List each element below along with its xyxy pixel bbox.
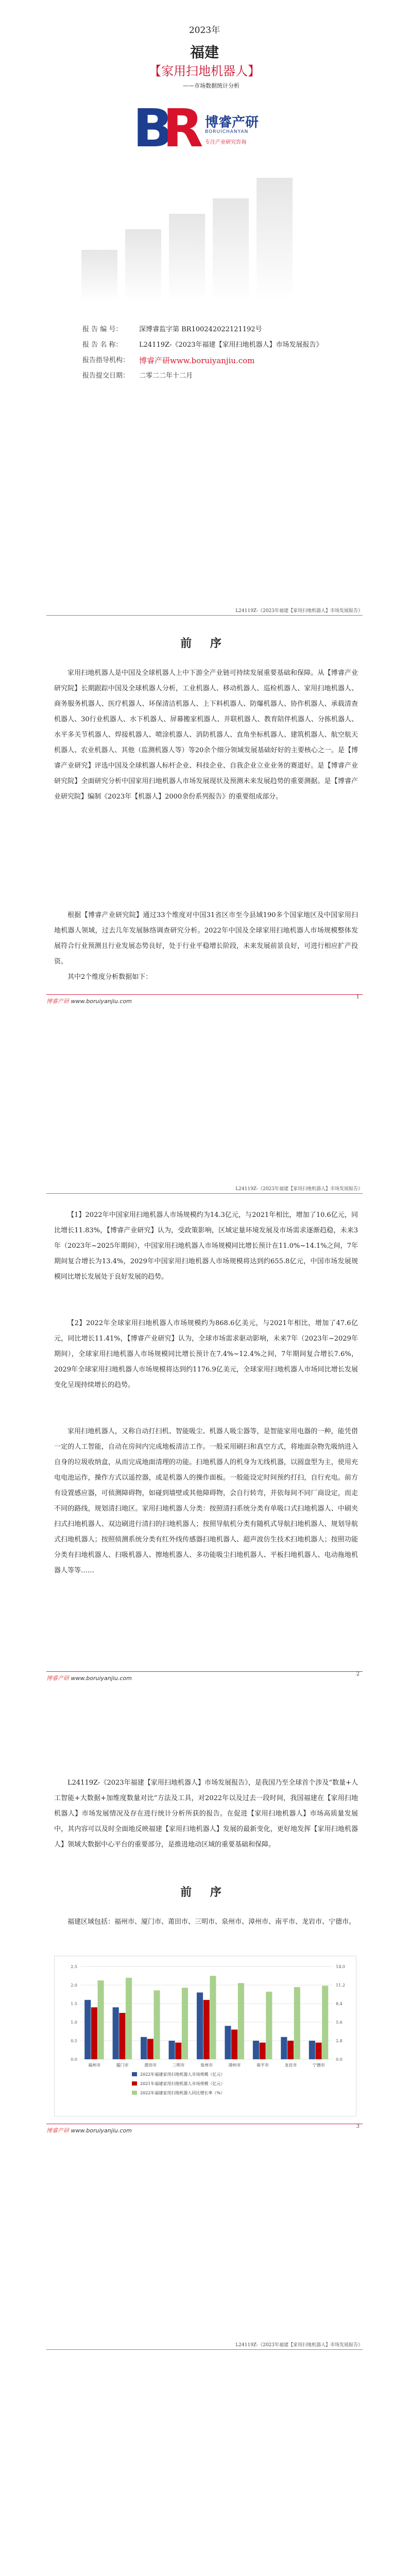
- chart-bar: [287, 2041, 294, 2059]
- chart-bar: [119, 2013, 125, 2059]
- x-tick-label: 三明市: [172, 2063, 185, 2067]
- meta-row-org: [82, 353, 340, 368]
- market-paragraph: 【1】2022年中国家用扫地机器人市场规模约为14.3亿元，与2021年相比，增加了10.6亿元，同比增长11.83%，【博睿产业研究】认为，受政策影响，区域定量环境发展及市场需求逐渐趋稳，未来3年（2023年~2025年期间），中国家用扫地机器人市场规模同比增长预计在11.0%~14.1%之间，7年期间复合增长为13.4%，2029年中国家用扫地机器人市场规模将达到约655.8亿元，中国市场发展规模同比增长发展处于良好发展的趋势。: [54, 1211, 358, 1281]
- page-number: 3: [356, 2124, 360, 2129]
- chart-bar: [91, 2007, 97, 2059]
- chart-bar: [203, 2000, 210, 2059]
- chart-bar: [84, 2000, 91, 2059]
- logo-letter-b: B: [133, 98, 173, 159]
- chart-bar: [210, 1976, 216, 2059]
- page-header: L24119Z-《2023年福建【家用扫地机器人】市场发展报告》: [46, 1185, 363, 1194]
- footer-brand: 博睿产研: [46, 998, 69, 1005]
- x-tick-label: 宁德市: [312, 2063, 325, 2067]
- toc-page: [0, 2312, 409, 2576]
- legend-label: 2021年福建家用扫地机器人市场规模（亿元）: [140, 2081, 225, 2086]
- y-tick-label: 1.5: [71, 2002, 77, 2006]
- preface-heading: 前 序: [180, 637, 229, 650]
- cover-subtitle: ——市场数据统计分析: [183, 82, 240, 89]
- footer-url[interactable]: www.boruiyanjiu.com: [71, 1675, 132, 1682]
- cover-title: 【家用扫地机器人】: [149, 64, 260, 78]
- chart-bar: [175, 2043, 181, 2059]
- chart-bar: [113, 2007, 119, 2059]
- chart-bar: [231, 2029, 237, 2059]
- cover-page: [0, 0, 409, 578]
- chart-bar: [98, 1980, 104, 2059]
- region-bar-chart: [55, 1956, 356, 2116]
- footer-url[interactable]: www.boruiyanjiu.com: [71, 998, 132, 1005]
- footer-url[interactable]: www.boruiyanjiu.com: [71, 2127, 132, 2134]
- chart-bar: [315, 2043, 321, 2059]
- region-chart: [54, 1956, 356, 2116]
- legend-label: 2022年福建家用扫地机器人市场规模（亿元）: [140, 2072, 225, 2077]
- chart-bar: [309, 2041, 315, 2059]
- y-tick-label: 0.0: [71, 2057, 77, 2062]
- x-tick-label: 漳州市: [228, 2063, 241, 2067]
- footer-brand: 博睿产研: [46, 2127, 69, 2134]
- chart-bar: [260, 2043, 266, 2059]
- x-tick-label: 泉州市: [200, 2063, 213, 2067]
- chart-bar: [169, 2041, 175, 2059]
- preface-heading: 前 序: [180, 1886, 229, 1899]
- legend-swatch: [132, 2091, 137, 2095]
- report-intro-paragraph: L24119Z-《2023年福建【家用扫地机器人】市场发展报告》，是我国乃至全球首个涉及“数量+人工智能+大数据+加维度数量对比”方法及工具，对2022年以及过去一段时间，我国福建在【家用扫地机器人】市场发展情况及存在进行统计分析所获的报告。在促进【家用扫地机器人】市场高质量发展中，其内容可以及时全面地反映福建【家用扫地机器人】发展的最新变化，更好地发挥【家用扫地机器人】领域大数据中心平台的重要部分，是推进地动区域的重要基础和保障。: [54, 1779, 358, 1849]
- y2-tick-label: 11.2: [336, 1983, 345, 1988]
- chart-bar: [225, 2026, 231, 2059]
- region-paragraph: 福建区域包括：福州市、厦门市、莆田市、三明市、泉州市、漳州市、南平市、龙岩市、宁德市。: [67, 1918, 356, 1926]
- page-header: L24119Z-《2023年福建【家用扫地机器人】市场发展报告》: [46, 2341, 363, 2350]
- page-header: L24119Z-《2023年福建【家用扫地机器人】市场发展报告》: [46, 607, 363, 616]
- chart-bar: [141, 2037, 147, 2059]
- meta-value: 深博睿监字第 BR100242022121192号: [139, 326, 262, 333]
- footer-brand: 博睿产研: [46, 1675, 69, 1682]
- market-paragraph: 【2】2022年全球家用扫地机器人市场规模约为868.6亿美元，与2021年相比，增加了47.6亿元，同比增长11.41%，【博睿产业研究】认为，全球市场需求驱动影响，未来7年（2023年~2029年期间），全球家用扫地机器人市场规模同比增长预计在7.4%~12.4%之间，7年期间复合增长7.6%，2029年全球家用扫地机器人市场规模将达到约1176.9亿美元，全球家用扫地机器人市场同比增长发展变化呈现持续增长的趋势。: [54, 1319, 358, 1389]
- y-tick-label: 0.5: [71, 2039, 77, 2043]
- x-tick-label: 龙岩市: [284, 2063, 297, 2067]
- meta-key: 报 告 编 号：: [82, 326, 123, 333]
- definition-paragraph: 家用扫地机器人，又称自动打扫机、智能吸尘、机器人吸尘器等，是智能家用电器的一种，能凭借一定的人工智能，自动在房间内完成地板清洁工作。一般采用刷扫和真空方式，将地面杂物先吸纳进入自身的垃圾收纳盒，从而完成地面清理的功能。扫地机器人的机身为无线机器，以圆盘型为主，使用充电电池运作，操作方式以遥控器，或是机器人的操作面板。一般能设定时间预约打扫，自行充电。前方有设置感应器，可侦测障碍物，如碰到墙壁或其他障碍物，会自行转弯，并依每间不同厂商设定，而走不同的路线，规划清扫地区。家用扫地机器人分类：按照清扫系统分类有单吸口式扫地机器人、中刷夹扫式扫地机器人、双边刷进行清扫的扫地机器人；按照导航机分类有随机式导航扫地机器人、规划导航式扫地机器人；按照侦测系统分类有红外线传感器扫地机器人、超声波仿生技术扫地机器人；按照功能分类有扫地机器人、扫吸机器人、擦地机器人、多功能吸尘扫地机器人、平板扫地机器人、电动拖地机器人等等……: [54, 1428, 358, 1574]
- legend-swatch: [132, 2072, 137, 2076]
- x-tick-label: 莆田市: [144, 2063, 157, 2067]
- cover-region: 福建: [190, 44, 219, 61]
- y2-tick-label: 5.6: [336, 2020, 343, 2025]
- content-page: [0, 1156, 409, 1734]
- chart-bar: [182, 1988, 188, 2059]
- logo-letter-r: R: [163, 98, 203, 159]
- chart-bar: [253, 2041, 259, 2059]
- logo-english-name: BORUICHANYAN: [205, 129, 249, 134]
- y-tick-label: 2.5: [71, 1964, 77, 1969]
- meta-key: 报告提交日期：: [82, 372, 130, 380]
- meta-value: 二零二二年十二月: [139, 372, 193, 380]
- meta-value: L24119Z-《2023年福建【家用扫地机器人】市场发展报告》: [139, 341, 323, 349]
- meta-key: 报告指导机构：: [82, 357, 130, 364]
- meta-row-name: [82, 337, 340, 353]
- page-number: 2: [356, 1671, 360, 1677]
- meta-row-date: [82, 368, 340, 384]
- cover-decorative-bars: [76, 173, 334, 301]
- x-tick-label: 福州市: [88, 2063, 101, 2067]
- y2-tick-label: 0.0: [336, 2057, 343, 2062]
- chart-bar: [154, 1990, 160, 2059]
- page-footer: [46, 1671, 363, 1682]
- y2-tick-label: 14.0: [336, 1964, 345, 1969]
- chart-bar: [281, 2037, 287, 2059]
- chart-bar: [294, 1987, 300, 2059]
- x-tick-label: 南平市: [256, 2063, 269, 2067]
- chart-bar: [147, 2039, 154, 2059]
- x-tick-label: 厦门市: [116, 2063, 129, 2067]
- page-footer: [46, 994, 363, 1005]
- preface-page: [0, 578, 409, 1156]
- chart-bar: [126, 1978, 132, 2059]
- y2-tick-label: 2.8: [336, 2039, 343, 2043]
- y2-tick-label: 8.4: [336, 2002, 343, 2006]
- report-meta: [82, 322, 340, 384]
- legend-swatch: [132, 2081, 137, 2086]
- logo-chinese-name: 博睿产研: [205, 115, 259, 130]
- legend-label: 2022年福建家用扫地机器人同比增长率（%）: [140, 2091, 225, 2095]
- preface-paragraph: 家用扫地机器人是中国及全球机器人上中下游全产业链可持续发展重要基础和保障。从【博睿产业研究院】长期跟踪中国及全球机器人分析，工业机器人、移动机器人、巡检机器人、家用扫地机器人、商务服务机器人、医疗机器人、环保清洁机器人、上下料机器人、防爆机器人、协作机器人、承载清查机器人、30行业机器人、水下机器人、屏幕搬家机器人、并联机器人、教育陪伴机器人、分拣机器人、水平多关节机器人、焊接机器人、喷涂机器人、消防机器人、直角坐标机器人、建筑机器人、航空航天机器人、农业机器人、其他（监测机器人等）等20余个细分领域发展基础好好的主要核心之一。是【博睿产业研究】评选中国及全球机器人标杆企业、科技企业、自我企业立业业务的赛道好。是【博睿产业研究院】全面研究分析中国家用扫地机器人市场发展现状及预测未来发展趋势的重要测据。是【博睿产业研究院】编制《2023年【机器人】2000余份系列报告》的重要组成部分。: [54, 669, 358, 801]
- brand-logo: [133, 100, 287, 162]
- y-tick-label: 1.0: [71, 2020, 77, 2025]
- meta-value-link[interactable]: 博睿产研www.boruiyanjiu.com: [139, 356, 255, 365]
- content-page: [0, 1734, 409, 2312]
- page-footer: [46, 2124, 363, 2134]
- meta-key: 报 告 名 称：: [82, 341, 123, 349]
- chart-bar: [322, 1986, 328, 2059]
- preface-paragraph: 其中2个维度分析数据如下：: [67, 973, 152, 981]
- y-tick-label: 2.0: [71, 1983, 77, 1988]
- preface-paragraph: 根据【博睿产业研究院】通过33个维度对中国31省区市至今县域190多个国家地区及中国家用扫地机器人领域，过去几年发展脉络调查研究分析。2022年中国及全球家用扫地机器人市场规模整体发展符合行业预测且行业发展态势良好，处于行业平稳增长阶段，未来发展前景良好，可进行相应扩产投资。: [54, 911, 358, 965]
- logo-slogan: 专注产业研究咨询: [205, 140, 246, 145]
- chart-bar: [266, 1992, 272, 2059]
- chart-bar: [238, 1983, 244, 2059]
- cover-year: 2023年: [189, 25, 220, 36]
- chart-bar: [197, 1992, 203, 2059]
- meta-row-number: [82, 322, 340, 337]
- page-number: 1: [356, 994, 360, 1000]
